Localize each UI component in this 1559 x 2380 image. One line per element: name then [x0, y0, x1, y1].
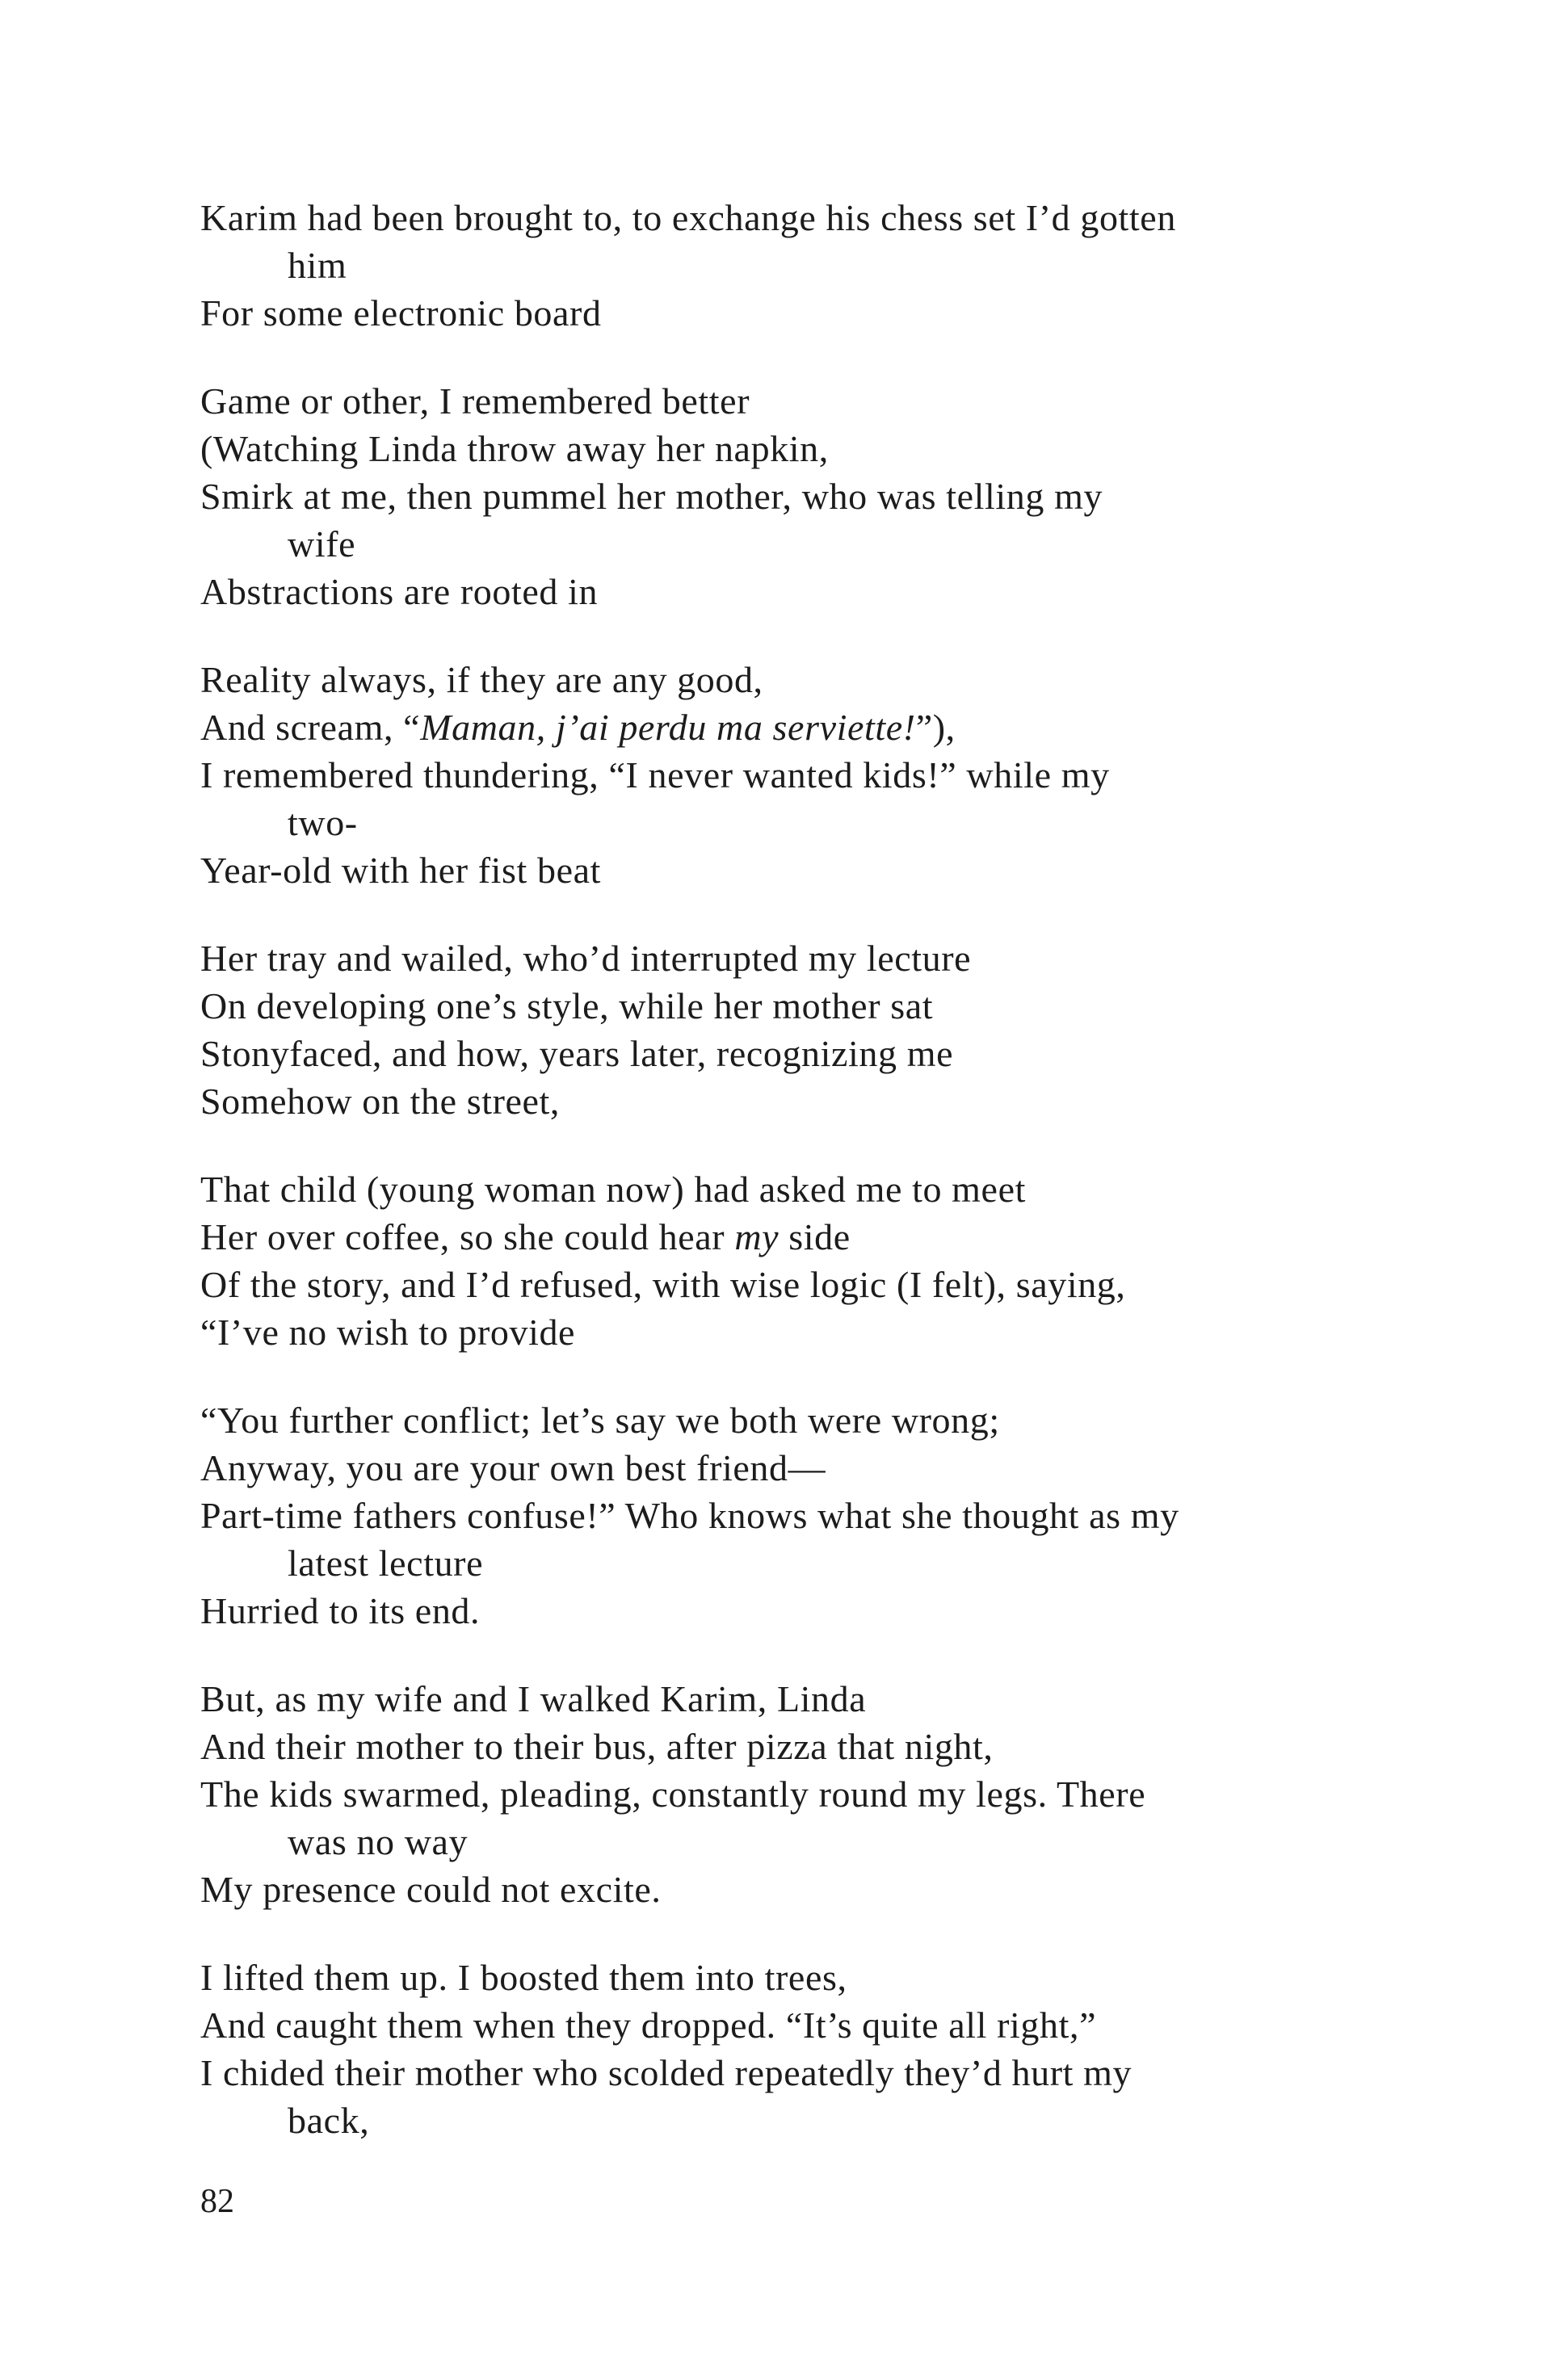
- poem-text: [200, 194, 1412, 2185]
- line-text: Game or other, I remembered better: [200, 380, 750, 422]
- line-text: Year-old with her fist beat: [200, 850, 602, 891]
- line-text: But, as my wife and I walked Karim, Linda: [200, 1678, 867, 1719]
- poem-line: [200, 703, 1412, 751]
- line-text: Reality always, if they are any good,: [200, 659, 763, 700]
- line-text: And caught them when they dropped. “It’s quite all right,”: [200, 2004, 1097, 2046]
- poem-line: [200, 1261, 1412, 1308]
- line-text: Her tray and wailed, who’d interrupted my lecture: [200, 938, 972, 979]
- poem-line: [200, 1308, 1412, 1356]
- italic-text: Maman, j’ai perdu ma serviette!: [420, 707, 916, 748]
- poem-line: [200, 1077, 1412, 1125]
- line-text: two-: [288, 802, 358, 843]
- line-text: back,: [288, 2100, 370, 2141]
- poem-line-continuation: [200, 241, 1412, 289]
- poem-line-continuation: [200, 799, 1412, 846]
- line-text: Her over coffee, so she could hear: [200, 1216, 735, 1257]
- poem-line-continuation: [200, 520, 1412, 568]
- stanza: [200, 194, 1412, 337]
- poem-line: [200, 194, 1412, 241]
- poem-line: [200, 1587, 1412, 1635]
- poem-line: [200, 568, 1412, 615]
- poem-line: [200, 656, 1412, 703]
- line-text: (Watching Linda throw away her napkin,: [200, 428, 829, 469]
- line-text: latest lecture: [288, 1543, 484, 1584]
- poem-line: [200, 472, 1412, 520]
- line-text: And scream, “: [200, 707, 421, 748]
- line-text: That child (young woman now) had asked me to meet: [200, 1169, 1026, 1210]
- poem-line: [200, 982, 1412, 1030]
- poem-line: [200, 2049, 1412, 2097]
- page-number: 82: [200, 2183, 234, 2220]
- line-text: I chided their mother who scolded repeatedly they’d hurt my: [200, 2052, 1132, 2093]
- line-text: Anyway, you are your own best friend—: [200, 1447, 826, 1488]
- line-text: For some electronic board: [200, 292, 602, 334]
- stanza: [200, 1954, 1412, 2144]
- line-text: Part-time fathers confuse!” Who knows what she thought as my: [200, 1495, 1179, 1536]
- line-text: On developing one’s style, while her mother sat: [200, 985, 934, 1026]
- line-text: ”),: [915, 707, 956, 748]
- line-text: I remembered thundering, “I never wanted kids!” while my: [200, 754, 1110, 795]
- line-text: wife: [288, 523, 356, 565]
- line-text: him: [288, 245, 347, 286]
- stanza: [200, 1675, 1412, 1913]
- poem-line: [200, 934, 1412, 982]
- line-text: was no way: [288, 1821, 469, 1862]
- line-text: And their mother to their bus, after pizza that night,: [200, 1726, 994, 1767]
- poem-line: [200, 1165, 1412, 1213]
- line-text: I lifted them up. I boosted them into trees,: [200, 1957, 847, 1998]
- poem-line: [200, 1954, 1412, 2001]
- poem-line: [200, 1444, 1412, 1492]
- poem-line: [200, 377, 1412, 425]
- line-text: Stonyfaced, and how, years later, recognizing me: [200, 1033, 954, 1074]
- poem-line: [200, 1675, 1412, 1723]
- poem-line: [200, 1866, 1412, 1913]
- line-text: Somehow on the street,: [200, 1081, 561, 1122]
- poem-line-continuation: [200, 1818, 1412, 1866]
- stanza: [200, 377, 1412, 615]
- stanza: [200, 656, 1412, 894]
- poem-line-continuation: [200, 1539, 1412, 1587]
- poem-line: [200, 289, 1412, 337]
- line-text: My presence could not excite.: [200, 1869, 662, 1910]
- line-text: The kids swarmed, pleading, constantly round my legs. There: [200, 1773, 1146, 1815]
- poem-line: [200, 1213, 1412, 1261]
- stanza: [200, 1165, 1412, 1356]
- poem-line: [200, 2001, 1412, 2049]
- poem-line: [200, 1396, 1412, 1444]
- line-text: Hurried to its end.: [200, 1590, 481, 1631]
- line-text: Of the story, and I’d refused, with wise logic (I felt), saying,: [200, 1264, 1126, 1305]
- stanza: [200, 1396, 1412, 1635]
- poem-line: [200, 1492, 1412, 1539]
- line-text: “I’ve no wish to provide: [200, 1312, 576, 1353]
- poem-line-continuation: [200, 2097, 1412, 2144]
- line-text: Abstractions are rooted in: [200, 571, 599, 612]
- poem-line: [200, 425, 1412, 472]
- line-text: side: [779, 1216, 851, 1257]
- poem-line: [200, 1770, 1412, 1818]
- line-text: “You further conflict; let’s say we both were wrong;: [200, 1400, 1000, 1441]
- poem-line: [200, 751, 1412, 799]
- poem-line: [200, 1030, 1412, 1077]
- line-text: Karim had been brought to, to exchange his chess set I’d gotten: [200, 197, 1176, 238]
- italic-text: my: [734, 1216, 780, 1257]
- poem-line: [200, 846, 1412, 894]
- line-text: Smirk at me, then pummel her mother, who was telling my: [200, 476, 1103, 517]
- stanza: [200, 934, 1412, 1125]
- poem-line: [200, 1723, 1412, 1770]
